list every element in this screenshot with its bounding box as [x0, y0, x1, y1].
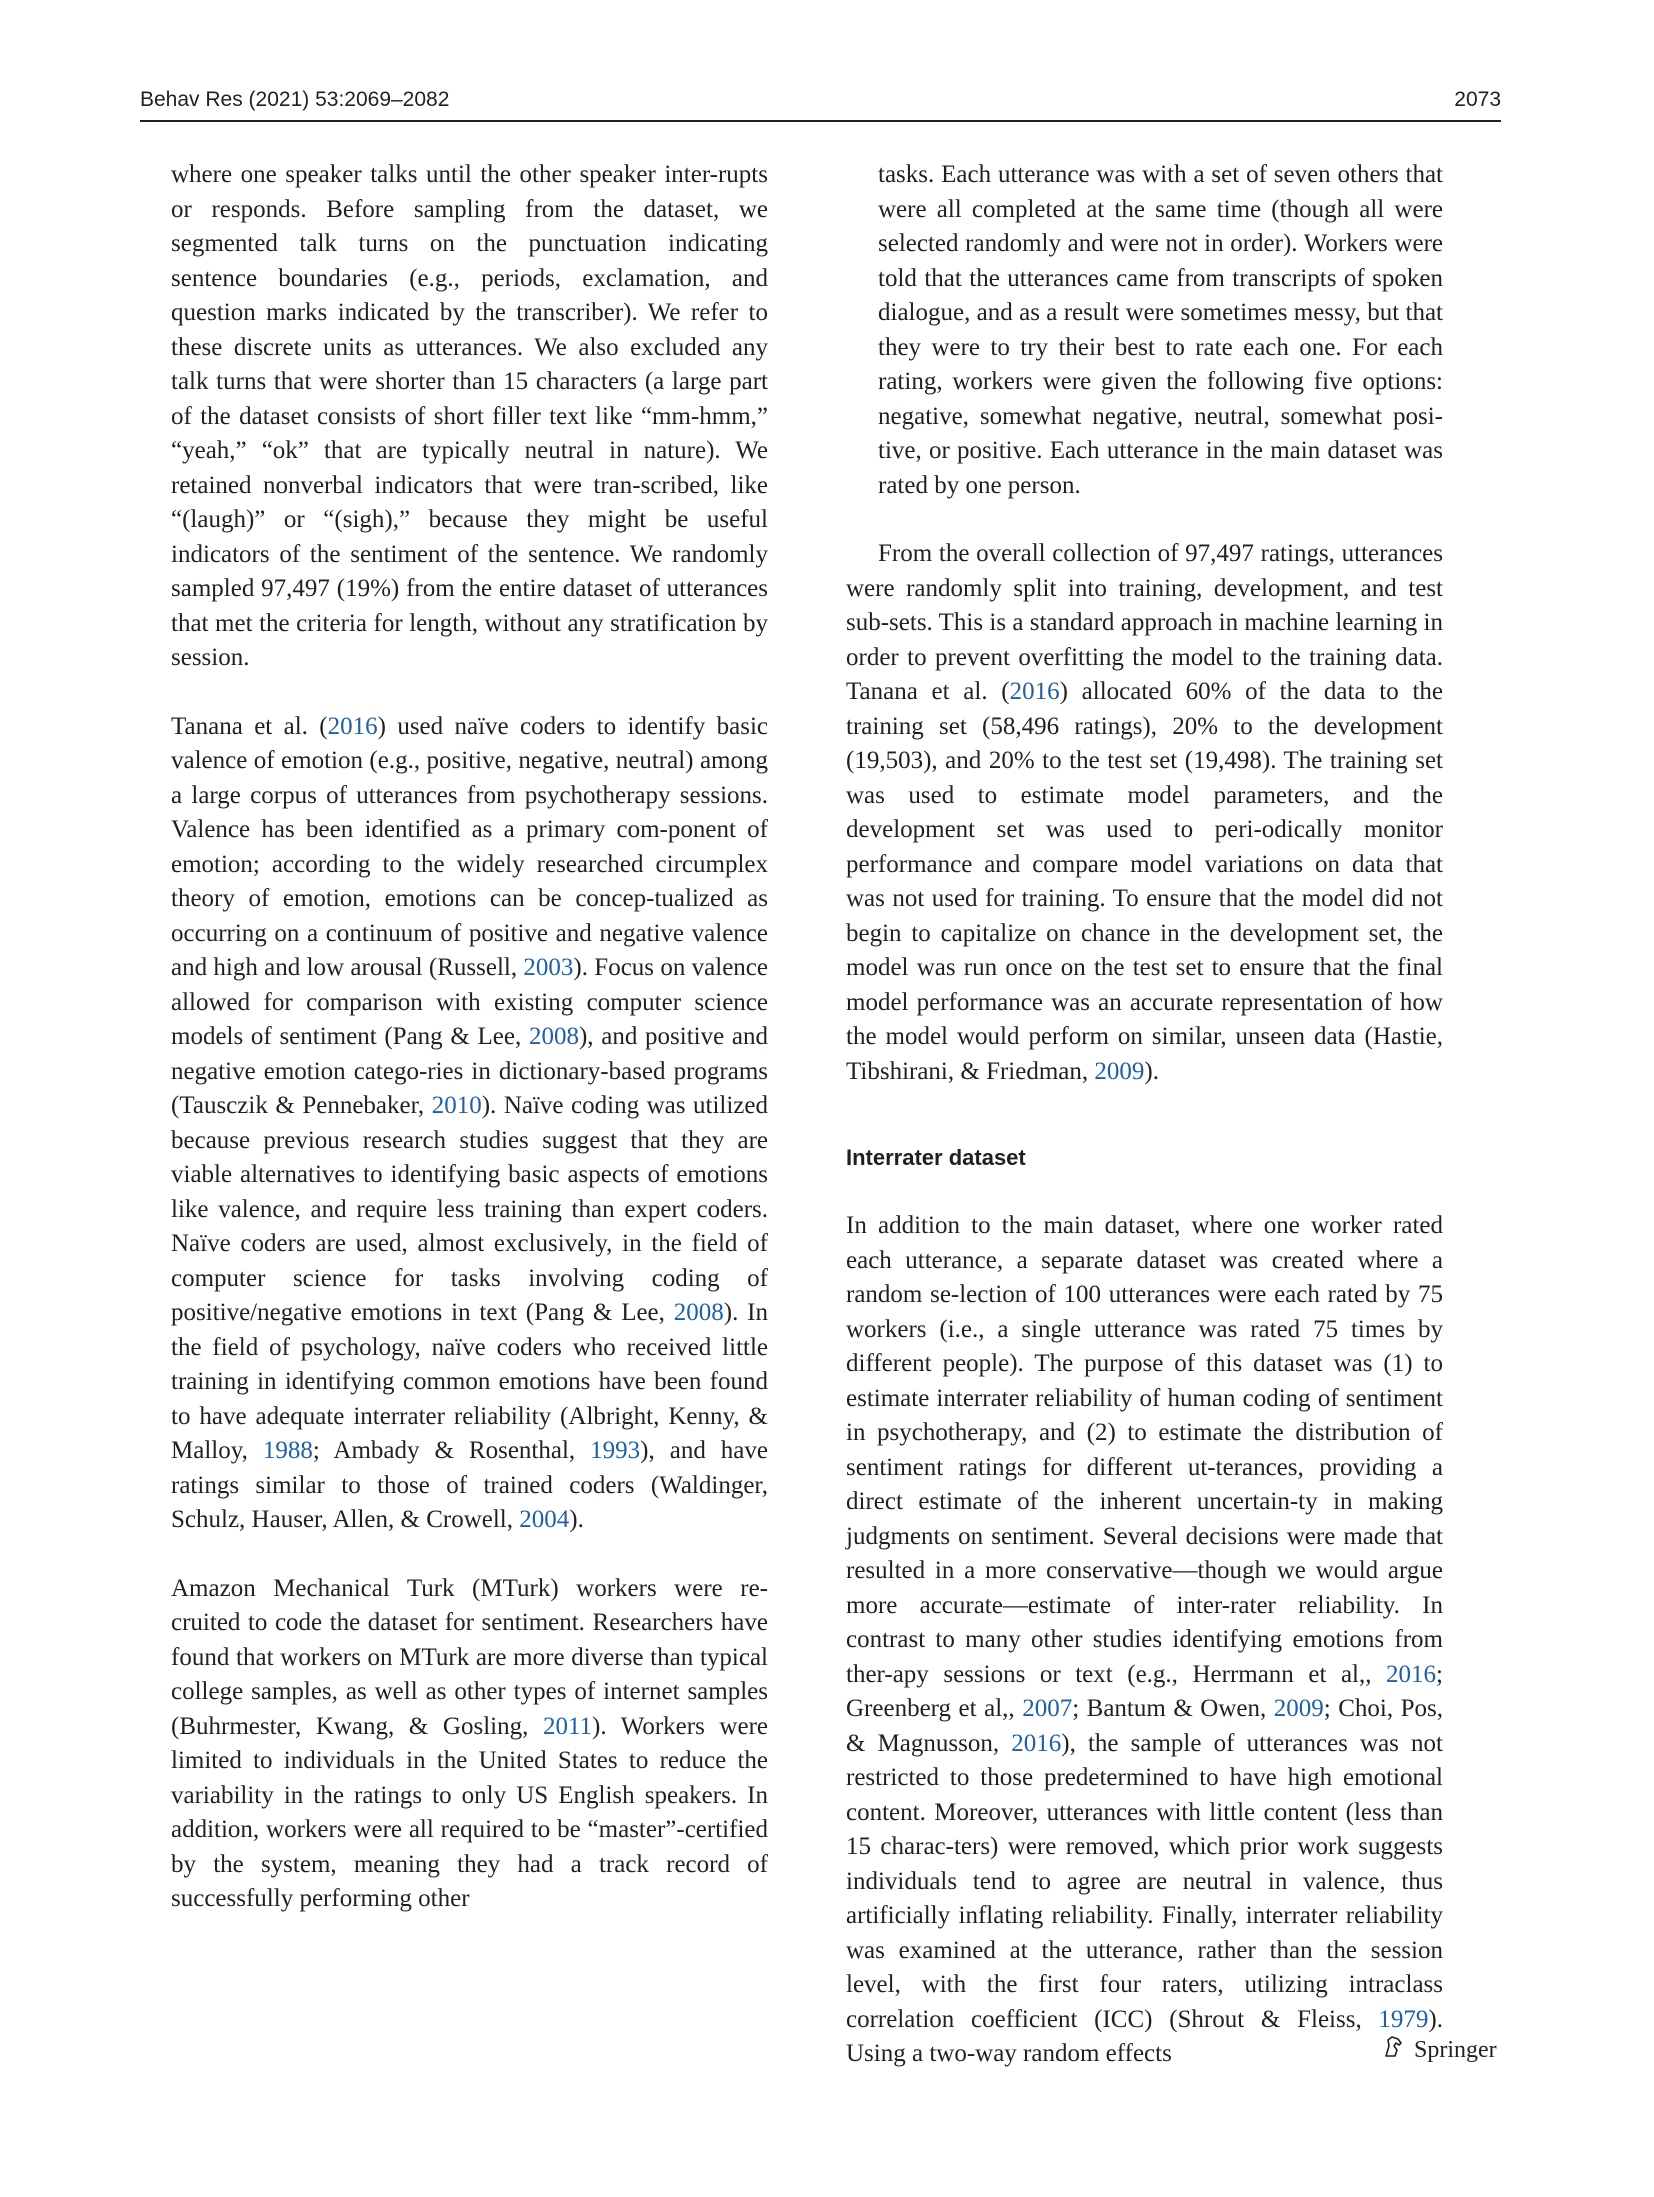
citation-link[interactable]: 2016 — [327, 712, 378, 740]
text-run: ). — [1144, 1057, 1159, 1085]
citation-link[interactable]: 2007 — [1022, 1695, 1073, 1722]
text-run: ) allocated 60% of the data to the training set (58,496 ratings), 20% to the development (19,503), and 20% to the test set (19,498). The training set was used to estimate model parameters, and the development set was used to peri-odically monitor performance and compare model variations on data that was not used for training. To ensure that the model did not begin to capitalize on chance in the development set, the model was run once on the test set to ensure that the final model performance was an accurate representation of how the model would perform on similar, unseen data (Hastie, Tibshirani, & Friedman, — [846, 678, 1443, 1085]
header-divider — [140, 120, 1501, 122]
citation-link[interactable]: 1993 — [590, 1437, 641, 1464]
text-run: ; Choi, Pos, & Magnusson, — [846, 1695, 1443, 1757]
right-column — [846, 158, 1443, 2106]
citation-link[interactable]: 2011 — [542, 1712, 593, 1740]
text-run: In addition to the main dataset, where one worker rated each utterance, a separate dataset was created where a random se-lection of 100 utterances were each rated by 75 workers (i.e., a single utterance was rated 75 times by different people). The purpose of this dataset was (1) to estimate interrater reliability of human coding of sentiment in psychotherapy, and (2) to estimate the distribution of sentiment ratings for different ut-terances, providing a direct estimate of the inherent uncertain-ty in making judgments on sentiment. Several decisions were made that resulted in a more conservative—though we would argue more accurate—estimate of inter-rater reliability. In contrast to many other studies identifying emotions from ther-apy sessions or text (e.g., Herrmann et al,, — [846, 1212, 1443, 1688]
citation-link[interactable]: 2016 — [1011, 1729, 1062, 1757]
citation-link[interactable]: 2008 — [673, 1299, 724, 1326]
text-run: ). In the field of psychology, naïve coders who received little training in identifying common emotions have been found to have adequate interrater reliability (Albright, Kenny, & Malloy, — [171, 1299, 768, 1464]
paragraph — [171, 158, 768, 676]
text-run: ). Using a two-way random effects — [846, 2005, 1443, 2067]
paragraph — [846, 1209, 1443, 2072]
springer-horse-icon — [1380, 2034, 1406, 2067]
citation-link[interactable]: 2009 — [1273, 1695, 1324, 1722]
footer — [1380, 2030, 1497, 2070]
text-run: ), and positive and negative emotion catego-ries in dictionary-based programs (Tausczik & Pennebaker, — [171, 1023, 768, 1119]
paragraph — [846, 158, 1443, 503]
citation-link[interactable]: 2016 — [1009, 678, 1060, 705]
section-heading: Interrater dataset — [846, 1145, 1026, 1170]
text-run: ) used naïve coders to identify basic valence of emotion (e.g., positive, negative, neutral) among a large corpus of utterances from psychotherapy sessions. Valence has been identified as a primary com-ponent of emotion; according to the widely researched circumplex theory of emotion, emotions can be concep-tualized as occurring on a continuum of positive and negative valence and high and low arousal (Russell, — [171, 712, 768, 981]
paragraph — [171, 710, 768, 1538]
text-run: ). Focus on valence allowed for comparison with existing computer science models of sentiment (Pang & Lee, — [171, 954, 768, 1050]
text-run: Amazon Mechanical Turk (MTurk) workers were re-cruited to code the dataset for sentiment. Researchers have found that workers on MTurk are more diverse than typical college samples, as well as other types of internet samples (Buhrmester, Kwang, & Gosling, — [171, 1574, 768, 1740]
citation-link[interactable]: 2016 — [1386, 1660, 1437, 1688]
text-run: ), the sample of utterances was not restricted to those predetermined to have high emotional content. Moreover, utterances with little content (less than 15 charac-ters) were removed, which prior work suggests individuals tend to agree are neutral in valence, thus artificially inflating reliability. Finally, interrater reliability was examined at the utterance, rather than the session level, with the first four raters, utilizing intraclass correlation coefficient (ICC) (Shrout & Fleiss, — [846, 1729, 1443, 2033]
publisher-name: Springer — [1414, 2036, 1497, 2063]
text-run: ; Ambady & Rosenthal, — [312, 1437, 591, 1464]
text-run: Tanana et al. ( — [171, 712, 328, 740]
text-run: ; Greenberg et al,, — [846, 1660, 1443, 1722]
citation-link[interactable]: 1979 — [1378, 2005, 1429, 2033]
left-column — [171, 158, 768, 1951]
citation-link[interactable]: 2009 — [1094, 1057, 1145, 1085]
text-run: ). Workers were limited to individuals in the United States to reduce the variability in the ratings to only US English speakers. In addition, workers were all required to be “master”-certified by the system, meaning they had a track record of successfully performing other — [171, 1712, 768, 1912]
page-number: 2073 — [1454, 88, 1501, 111]
text-run: ). Naïve coding was utilized because previous research studies suggest that they are viable alternatives to identifying basic aspects of emotions like valence, and require less training than expert coders. Naïve coders are used, almost exclusively, in the field of computer science for tasks involving coding of positive/negative emotions in text (Pang & Lee, — [171, 1092, 768, 1326]
citation-link[interactable]: 2003 — [523, 954, 574, 981]
citation-link[interactable]: 2010 — [431, 1092, 482, 1119]
text-run: ). — [569, 1506, 584, 1533]
citation-link[interactable]: 2008 — [528, 1023, 579, 1050]
journal-citation: Behav Res (2021) 53:2069–2082 — [140, 88, 450, 111]
paragraph — [846, 537, 1443, 1089]
running-header — [140, 88, 1501, 128]
text-run: From the overall collection of 97,497 ratings, utterances were randomly split into training, development, and test sub-sets. This is a standard approach in machine learning in order to prevent overfitting the model to the training data. Tanana et al. ( — [846, 540, 1443, 705]
text-run: ), and have ratings similar to those of trained coders (Waldinger, Schulz, Hauser, Allen, & Crowell, — [171, 1437, 768, 1533]
citation-link[interactable]: 2004 — [519, 1506, 570, 1533]
text-run: tasks. Each utterance was with a set of seven others that were all completed at the same time (though all were selected randomly and were not in order). Workers were told that the utterances came from transcripts of spoken dialogue, and as a result were sometimes messy, but that they were to try their best to rate each one. For each rating, workers were given the following five options: negative, somewhat negative, neutral, somewhat posi-tive, or positive. Each utterance in the main dataset was rated by one person. — [878, 161, 1443, 499]
text-run: ; Bantum & Owen, — [1072, 1695, 1274, 1722]
text-run: where one speaker talks until the other speaker inter-rupts or responds. Before sampling from the dataset, we segmented talk turns on the punctuation indicating sentence boundaries (e.g., periods, exclamation, and question marks indicated by the transcriber). We refer to these discrete units as utterances. We also excluded any talk turns that were shorter than 15 characters (a large part of the dataset consists of short filler text like “mm-hmm,” “yeah,” “ok” that are typically neutral in nature). We retained nonverbal indicators that were tran-scribed, like “(laugh)” or “(sigh),” because they might be useful indicators of the sentiment of the sentence. We randomly sampled 97,497 (19%) from the entire dataset of utterances that met the criteria for length, without any stratification by session. — [171, 161, 768, 671]
paragraph — [171, 1572, 768, 1917]
citation-link[interactable]: 1988 — [262, 1437, 313, 1464]
